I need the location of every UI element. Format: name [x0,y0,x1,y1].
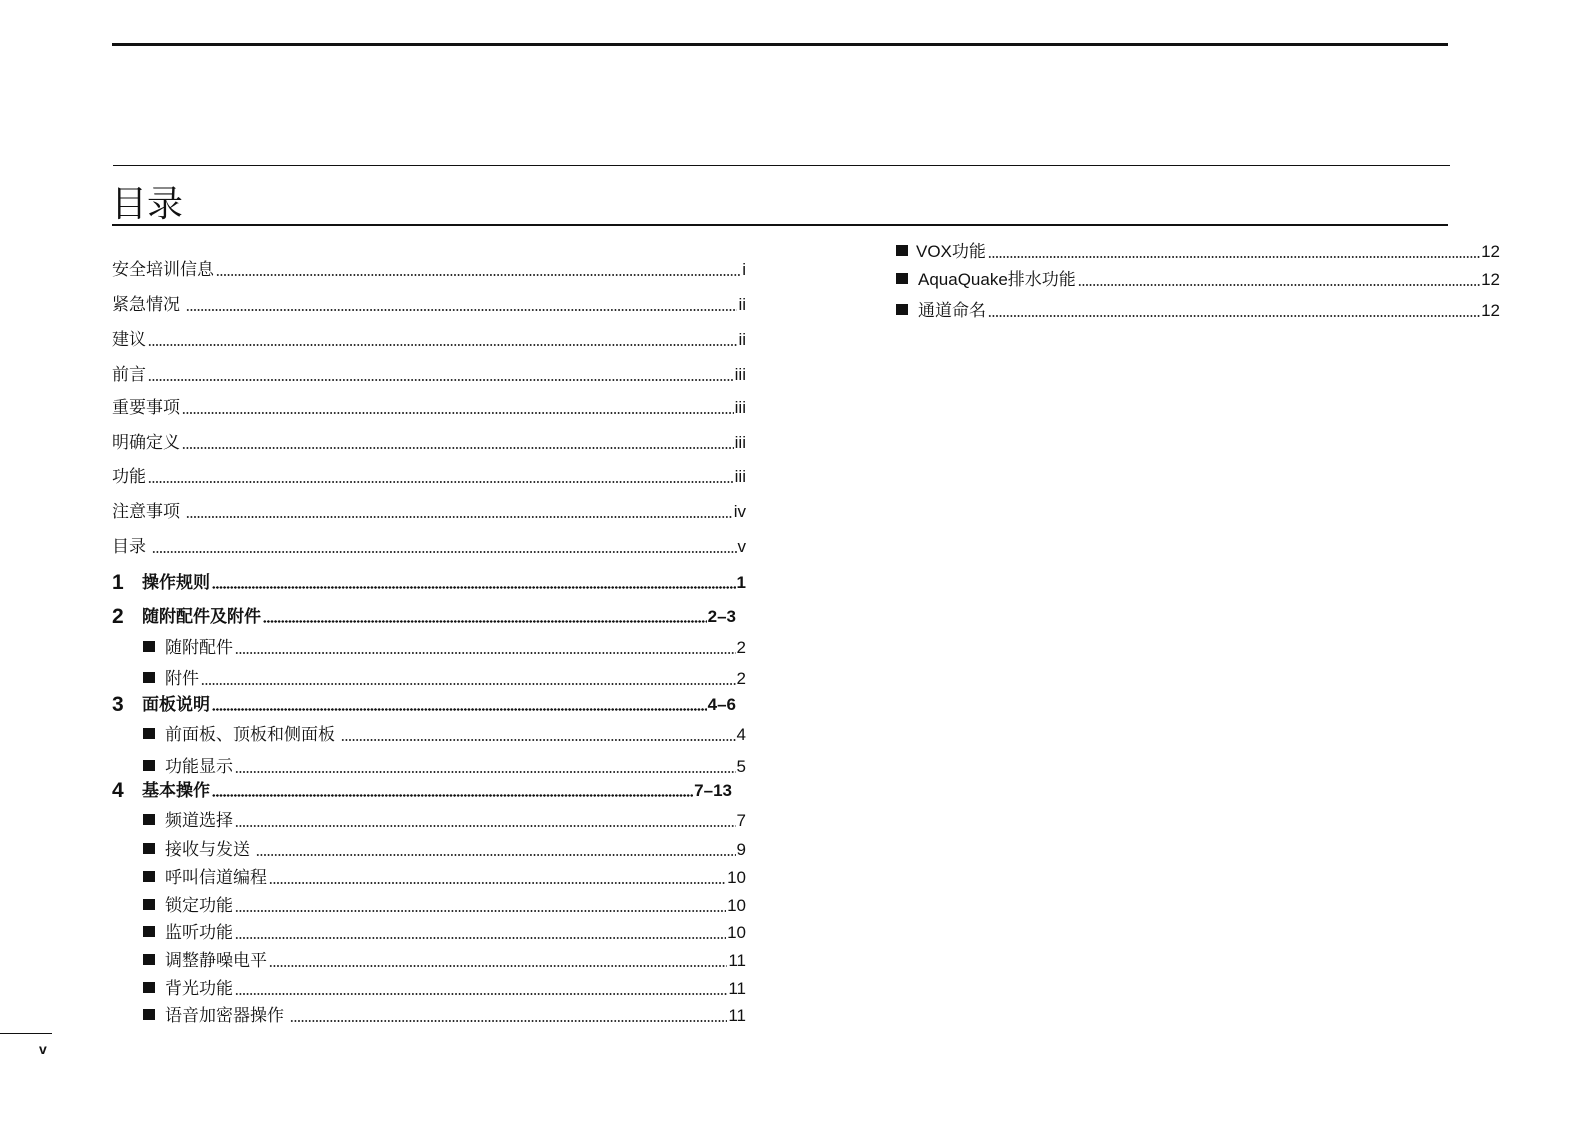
section-label: 前面板、顶板和侧面板 [165,725,335,744]
dot-leader [269,965,727,967]
section-page: 12 [1481,242,1500,261]
toc-entry [112,364,746,386]
section-label: 监听功能 [165,923,233,942]
toc-entry-page: iv [733,502,746,521]
dot-leader [235,910,726,912]
section-label: 随附配件 [165,638,233,657]
toc-chapter [112,694,736,716]
toc-entry [112,501,746,523]
dot-leader [988,315,1480,317]
toc-section [143,978,746,1000]
square-bullet-icon [143,1009,155,1020]
dot-leader [263,620,707,623]
dot-leader [186,516,733,518]
section-page: 11 [728,951,746,970]
toc-entry-label: 目录 [112,537,146,556]
section-page: 10 [727,868,746,887]
dot-leader [290,1020,727,1022]
toc-section [896,241,1500,263]
square-bullet-icon [143,760,155,771]
dot-leader [148,379,734,381]
dot-leader [235,825,736,827]
toc-section [143,867,746,889]
dot-leader [235,937,726,939]
page-title: 目录 [111,183,184,224]
square-bullet-icon [143,672,155,683]
square-bullet-icon [143,899,155,910]
chapter-number: 4 [112,779,124,802]
dot-leader [256,854,736,856]
section-label: 呼叫信道编程 [165,868,267,887]
page-number: v [39,1041,47,1057]
dot-leader [212,708,707,711]
title-rule [112,224,1448,226]
chapter-label: 基本操作 [142,781,210,800]
dot-leader [235,993,727,995]
toc-entry-label: 建议 [112,330,146,349]
square-bullet-icon [896,273,908,284]
dot-leader [212,586,736,589]
header-rule [113,165,1450,166]
section-label: 功能显示 [165,757,233,776]
top-rule [112,43,1448,46]
toc-entry-label: 紧急情况 [112,295,180,314]
toc-section [143,756,746,778]
section-page: 12 [1481,301,1500,320]
chapter-pages: 1 [736,573,746,592]
toc-chapter [112,780,732,802]
chapter-number: 3 [112,693,124,716]
chapter-pages: 7–13 [694,781,732,800]
toc-entry-page: i [742,260,746,279]
section-page: 11 [728,979,746,998]
square-bullet-icon [143,871,155,882]
square-bullet-icon [143,843,155,854]
toc-entry [112,397,746,419]
toc-section [896,269,1500,291]
section-label: VOX功能 [916,242,986,261]
toc-entry-label: 功能 [112,467,146,486]
toc-entry [112,536,746,558]
section-label: 锁定功能 [165,896,233,915]
dot-leader [988,256,1480,258]
dot-leader [182,412,734,414]
toc-section [143,637,746,659]
section-page: 10 [727,923,746,942]
toc-section [143,895,746,917]
toc-entry [112,432,746,454]
chapter-label: 操作规则 [142,573,210,592]
chapter-number: 1 [112,571,124,594]
dot-leader [148,481,734,483]
section-page: 5 [736,757,746,776]
square-bullet-icon [143,641,155,652]
toc-entry-page: iii [734,433,746,452]
toc-entry-page: v [737,537,746,556]
dot-leader [186,309,737,311]
section-page: 2 [736,638,746,657]
toc-section [896,300,1500,322]
square-bullet-icon [143,982,155,993]
toc-section [143,950,746,972]
section-label: 背光功能 [165,979,233,998]
toc-entry [112,294,746,316]
toc-chapter [112,572,746,594]
section-label: 语音加密器操作 [165,1006,284,1025]
section-page: 7 [736,811,746,830]
section-page: 12 [1481,270,1500,289]
section-page: 10 [727,896,746,915]
section-label: 接收与发送 [165,840,250,859]
dot-leader [212,794,693,797]
toc-entry-label: 注意事项 [112,502,180,521]
section-label: 通道命名 [918,301,986,320]
toc-entry-page: ii [738,295,746,314]
section-label: 频道选择 [165,811,233,830]
dot-leader [341,739,736,741]
chapter-label: 面板说明 [142,695,210,714]
chapter-pages: 2–3 [707,607,736,626]
toc-section [143,1005,746,1027]
toc-entry [112,329,746,351]
square-bullet-icon [143,814,155,825]
dot-leader [216,274,741,276]
toc-section [143,922,746,944]
square-bullet-icon [143,954,155,965]
toc-entry [112,466,746,488]
section-page: 11 [728,1006,746,1025]
dot-leader [152,551,737,553]
toc-entry-label: 安全培训信息 [112,260,214,279]
dot-leader [182,447,734,449]
dot-leader [148,344,737,346]
square-bullet-icon [143,728,155,739]
square-bullet-icon [896,304,908,315]
dot-leader [269,882,726,884]
toc-section [143,810,746,832]
section-label: 调整静噪电平 [165,951,267,970]
page-number-rule [0,1033,52,1034]
toc-entry-label: 前言 [112,365,146,384]
toc-chapter [112,606,736,628]
section-page: 2 [736,669,746,688]
toc-entry-label: 明确定义 [112,433,180,452]
dot-leader [235,652,736,654]
dot-leader [235,771,736,773]
toc-entry-page: iii [734,467,746,486]
toc-entry-page: iii [734,398,746,417]
square-bullet-icon [143,926,155,937]
section-label: AquaQuake排水功能 [918,270,1076,289]
toc-section [143,724,746,746]
chapter-pages: 4–6 [707,695,736,714]
toc-section [143,668,746,690]
chapter-label: 随附配件及附件 [142,607,261,626]
toc-section [143,839,746,861]
toc-entry-page: ii [738,330,746,349]
toc-entry-page: iii [734,365,746,384]
dot-leader [201,683,736,685]
section-page: 9 [736,840,746,859]
dot-leader [1078,284,1480,286]
section-page: 4 [736,725,746,744]
chapter-number: 2 [112,605,124,628]
toc-entry [112,259,746,281]
toc-entry-label: 重要事项 [112,398,180,417]
square-bullet-icon [896,245,908,256]
section-label: 附件 [165,669,199,688]
